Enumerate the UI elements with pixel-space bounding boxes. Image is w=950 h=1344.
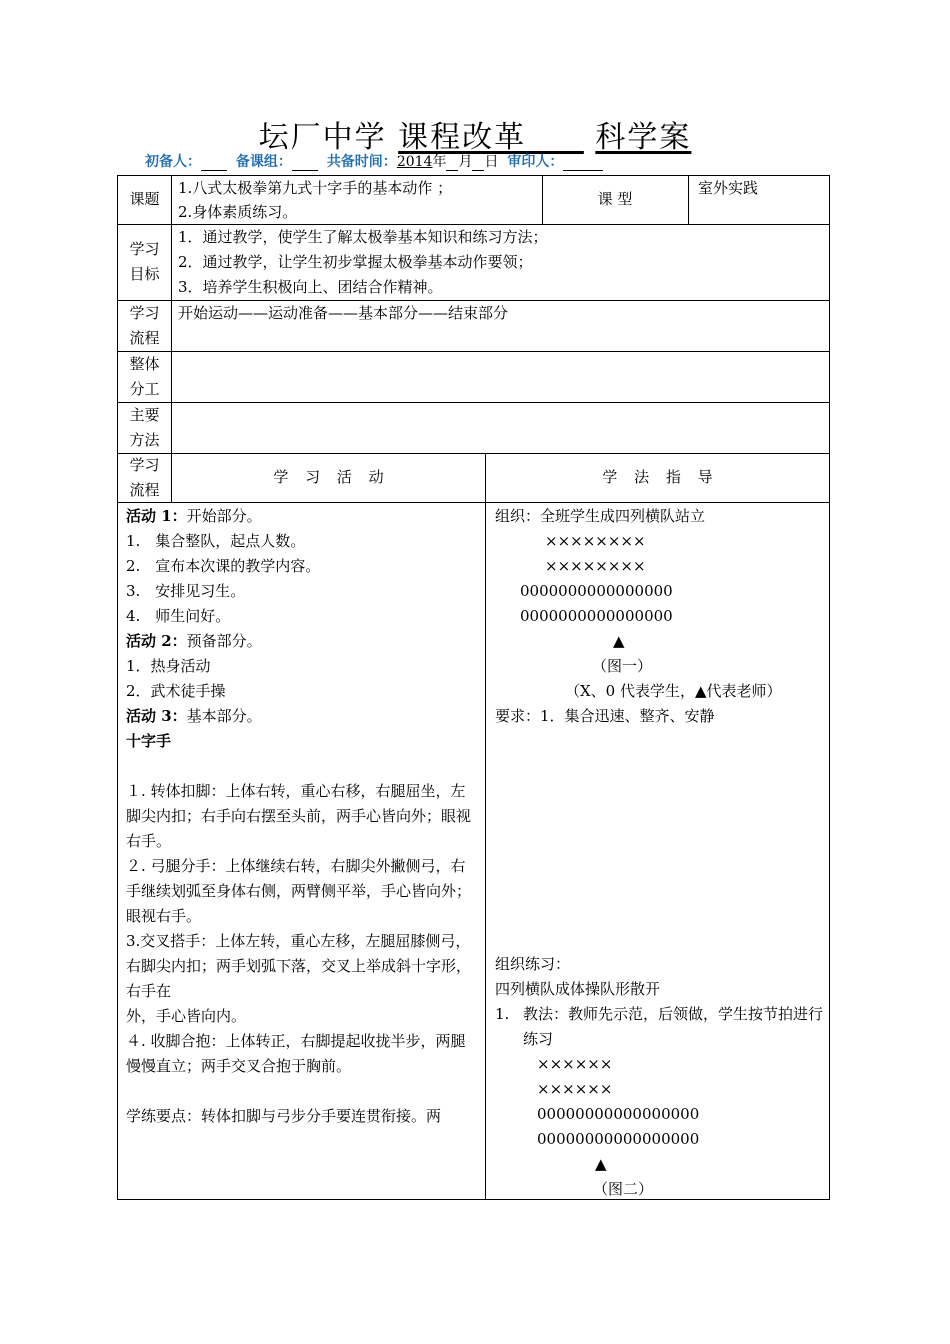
year-value: 2014	[396, 154, 433, 170]
requirement: 要求：1．集合迅速、整齐、安静	[495, 707, 715, 725]
move-title: 十字手	[126, 732, 172, 750]
goal-item: 1．通过教学，使学生了解太极拳基本知识和练习方法；	[178, 228, 548, 246]
formation-row: ××××××	[537, 1080, 613, 1098]
list-item: 3. 安排见习生。	[126, 582, 246, 600]
flow2-label: 学习 流程	[129, 456, 160, 499]
activity-1-label: 活动 1：	[126, 507, 187, 525]
figure-1-caption: （图一）	[592, 657, 653, 675]
formation-row: 00000000000000000	[537, 1130, 700, 1148]
goal-list	[178, 225, 548, 300]
flow-label: 学习 流程	[129, 304, 160, 347]
preparer-label: 初备人：	[145, 154, 201, 170]
flow-value: 开始运动——运动准备——基本部分——结束部分	[178, 304, 509, 322]
teacher-mark: ▲	[613, 632, 625, 650]
topic-value: 1.八式太极拳第九式十字手的基本动作 ； 2.身体素质练习。	[178, 179, 453, 221]
activities-column: 活动 1：开始部分。 1. 集合整队，起点人数。 2. 宣布本次课的教学内容。 3. 安排见习生。 4. 师生问好。 活动 2：预备部分。 1．热身活动 2．武术徒手操 活动 3：基本部分。 十字手 １. 转体扣脚：上体右转，重心右移，右腿屈坐，左脚尖内扣；右手向右摆至头前，两手心皆向外；眼视右手。 ２. 弓腿分手：上体继续右转，右脚尖外撇侧弓，右手继续划弧至身体右侧，两臂侧平举，手心皆向外；眼视右手。 3.交叉搭手：上体左转，重心左移，左腿屈膝侧弓，右脚尖内扣；两手划弧下落，交叉上举成斜十字形，右手在 外，手心皆向内。 ４. 收脚合抱：上体转正，右脚提起收拢半步，两腿慢慢直立；两手交叉合抱于胸前。 学练要点：转体扣脚与弓步分手要连贯衔接。两	[126, 504, 480, 1129]
division-label: 整体 分工	[129, 355, 160, 398]
list-item: 2. 宣布本次课的教学内容。	[126, 557, 321, 575]
activity-3-label: 活动 3：	[126, 707, 187, 725]
topic-label: 课题	[129, 190, 160, 208]
formation-row: ××××××××	[545, 557, 646, 575]
step-3: 3.交叉搭手：上体左转，重心左移，左腿屈膝侧弓，右脚尖内扣；两手划弧下落，交叉上举成斜十字形，右手在	[126, 932, 472, 1000]
guide-header: 学 法 指 导	[602, 468, 713, 486]
group-label: 备课组：	[235, 154, 292, 170]
meta-line: 初备人： 备课组： 共备时间：2014年 月 日 审印人：	[145, 153, 603, 171]
lesson-table	[117, 175, 830, 1200]
step-4: ４. 收脚合抱：上体转正，右脚提起收拢半步，两腿慢慢直立；两手交叉合抱于胸前。	[126, 1032, 466, 1075]
formation-row: 0000000000000000	[520, 582, 673, 600]
page-title	[0, 118, 950, 158]
type-label: 课 型	[597, 190, 633, 208]
method-label: 主要 方法	[129, 406, 160, 449]
practice-title: 组织练习：	[495, 955, 571, 973]
reviewer-label: 审印人：	[507, 154, 564, 170]
time-label: 共备时间：	[326, 154, 397, 170]
list-item: 2．武术徒手操	[126, 682, 226, 700]
list-item: 4. 师生问好。	[126, 607, 231, 625]
list-item: 1. 集合整队，起点人数。	[126, 532, 306, 550]
figure-2-caption: （图二）	[593, 1180, 654, 1198]
title-school: 坛厂中学	[258, 120, 387, 155]
type-value: 室外实践	[698, 179, 759, 197]
formation-row: ××××××	[537, 1055, 613, 1073]
activity-header: 学 习 活 动	[273, 468, 384, 486]
title-reform: 课程改革	[398, 120, 527, 155]
step-3-cont: 外，手心皆向内。	[126, 1007, 247, 1025]
activity-2-label: 活动 2：	[126, 632, 187, 650]
goal-item: 2．通过教学，让学生初步掌握太极拳基本动作要领；	[178, 253, 533, 271]
list-item: 1．热身活动	[126, 657, 211, 675]
step-2: ２. 弓腿分手：上体继续右转，右脚尖外撇侧弓，右手继续划弧至身体右侧，两臂侧平举，手心皆向外；眼视右手。	[126, 857, 472, 925]
guide-column-2	[495, 952, 825, 1202]
goal-item: 3．培养学生积极向上、团结合作精神。	[178, 278, 443, 296]
title-plan: 科学案	[595, 120, 692, 155]
org-text: 组织：全班学生成四列横队站立	[495, 507, 706, 525]
method-item: 1. 教法：教师先示范，后领做，学生按节拍进行练习	[495, 1005, 824, 1048]
goal-label: 学习 目标	[129, 240, 160, 283]
key-points: 学练要点：转体扣脚与弓步分手要连贯衔接。两	[126, 1107, 442, 1125]
legend: （X、0 代表学生，▲代表老师）	[565, 682, 782, 700]
formation-row: ××××××××	[545, 532, 646, 550]
formation-row: 0000000000000000	[520, 607, 673, 625]
guide-column	[495, 504, 825, 729]
teacher-mark: ▲	[595, 1155, 607, 1173]
practice-formation: 四列横队成体操队形散开	[495, 980, 661, 998]
step-1: １. 转体扣脚：上体右转，重心右移，右腿屈坐，左脚尖内扣；右手向右摆至头前，两手心皆向外；眼视右手。	[126, 782, 472, 850]
formation-row: 00000000000000000	[537, 1105, 700, 1123]
